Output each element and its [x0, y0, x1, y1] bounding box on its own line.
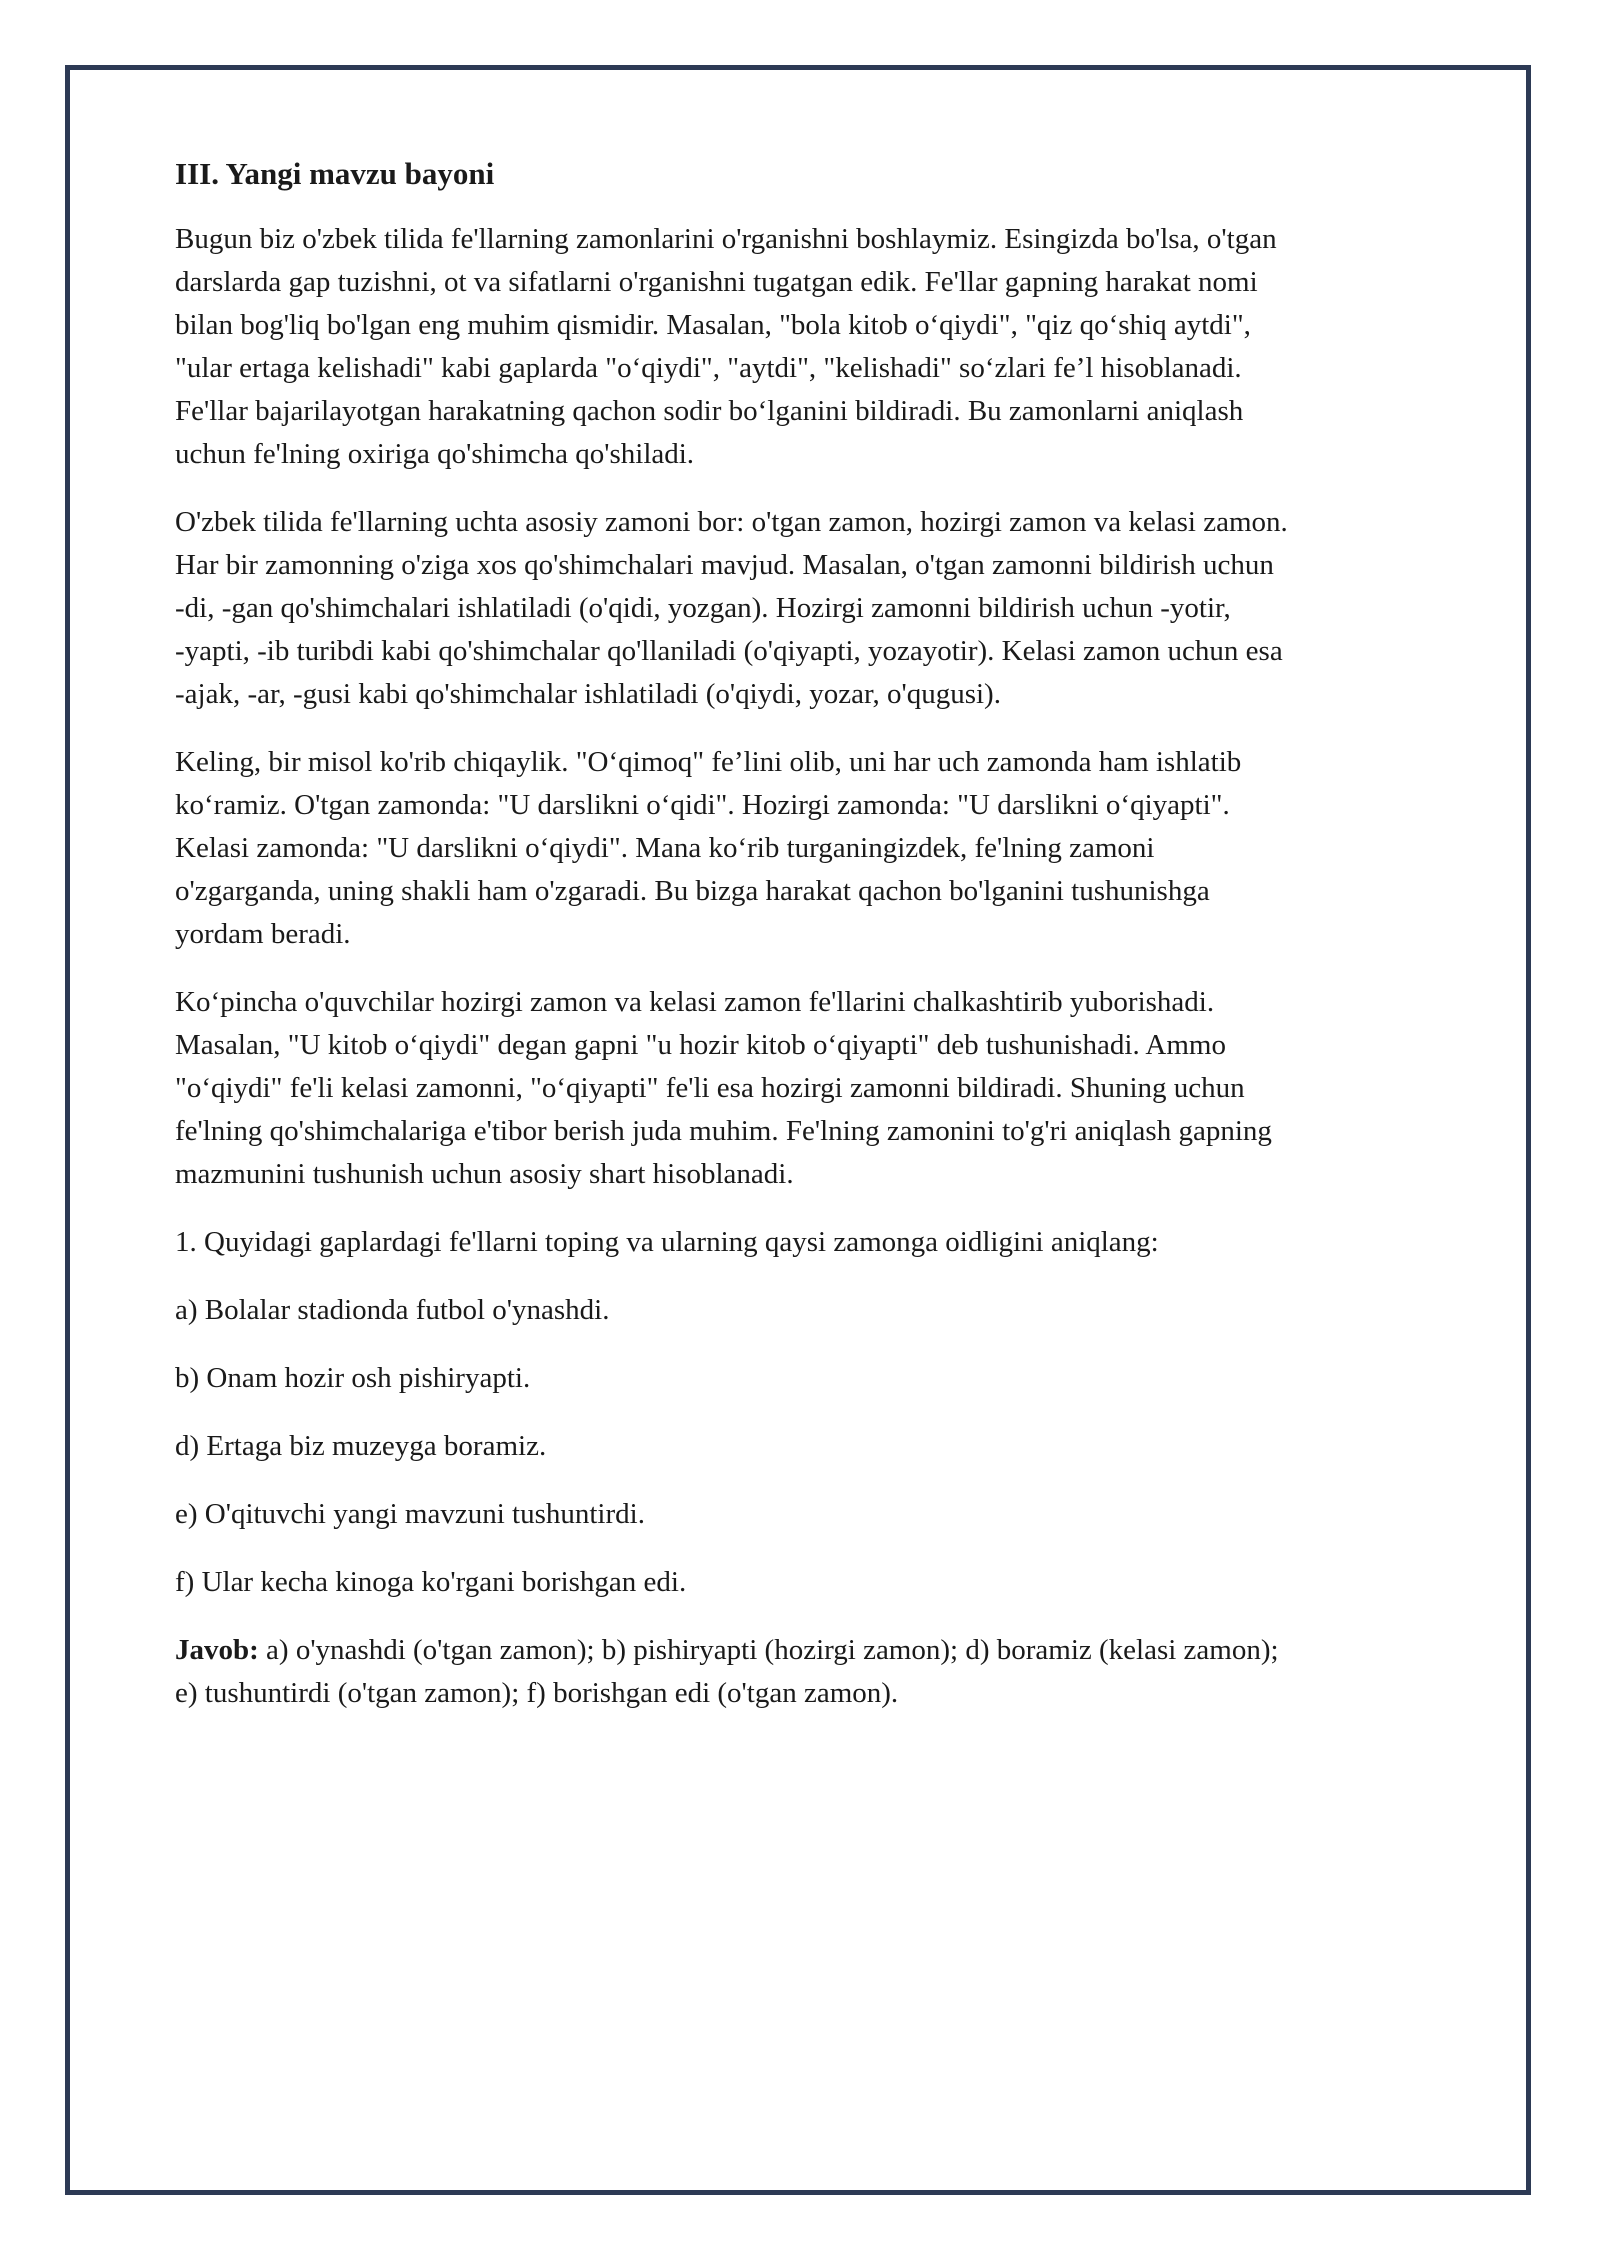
exercise-item-b: b) Onam hozir osh pishiryapti.: [175, 1362, 531, 1394]
paragraph-1: [175, 218, 1435, 476]
exercise-item-a: a) Bolalar stadionda futbol o'ynashdi.: [175, 1294, 610, 1326]
answer-block: [175, 1629, 1435, 1715]
text-line: Har bir zamonning o'ziga xos qo'shimchalari mavjud. Masalan, o'tgan zamonni bildirish uchun: [175, 549, 1274, 581]
text-line: o'zgarganda, uning shakli ham o'zgaradi. Bu bizga harakat qachon bo'lganini tushunishga: [175, 875, 1210, 907]
answer-text-2: e) tushuntirdi (o'tgan zamon); f) borishgan edi (o'tgan zamon).: [175, 1677, 899, 1709]
paragraph-4: [175, 981, 1435, 1196]
text-line: mazmunini tushunish uchun asosiy shart hisoblanadi.: [175, 1158, 794, 1190]
text-line: -yapti, -ib turibdi kabi qo'shimchalar qo'llaniladi (o'qiyapti, yozayotir). Kelasi zamon uchun esa: [175, 635, 1283, 667]
text-line: uchun fe'lning oxiriga qo'shimcha qo'shiladi.: [175, 438, 695, 470]
text-line: Masalan, "U kitob o‘qiydi" degan gapni "u hozir kitob o‘qiyapti" deb tushunishadi. Ammo: [175, 1029, 1226, 1061]
exercise-item-e: e) O'qituvchi yangi mavzuni tushuntirdi.: [175, 1498, 645, 1530]
text-line: Keling, bir misol ko'rib chiqaylik. "O‘qimoq" fe’lini olib, uni har uch zamonda ham ishlatib: [175, 746, 1242, 778]
text-line: -di, -gan qo'shimchalari ishlatiladi (o'qidi, yozgan). Hozirgi zamonni bildirish uchun -yotir,: [175, 592, 1231, 624]
text-line: Ko‘pincha o'quvchilar hozirgi zamon va kelasi zamon fe'llarini chalkashtirib yuborishadi.: [175, 986, 1215, 1018]
text-line: O'zbek tilida fe'llarning uchta asosiy zamoni bor: o'tgan zamon, hozirgi zamon va kelasi zamon.: [175, 506, 1288, 538]
text-line: ko‘ramiz. O'tgan zamonda: "U darslikni o‘qidi". Hozirgi zamonda: "U darslikni o‘qiyapti".: [175, 789, 1230, 821]
exercise-item-d: d) Ertaga biz muzeyga boramiz.: [175, 1430, 547, 1462]
text-line: "ular ertaga kelishadi" kabi gaplarda "o‘qiydi", "aytdi", "kelishadi" so‘zlari fe’l hisoblanadi.: [175, 352, 1242, 384]
text-line: Fe'llar bajarilayotgan harakatning qachon sodir bo‘lganini bildiradi. Bu zamonlarni aniqlash: [175, 395, 1244, 427]
document-body: [175, 152, 1435, 1740]
answer-text-1: a) o'ynashdi (o'tgan zamon); b) pishiryapti (hozirgi zamon); d) boramiz (kelasi zamon);: [258, 1634, 1279, 1666]
exercise-prompt: 1. Quyidagi gaplardagi fe'llarni toping va ularning qaysi zamonga oidligini aniqlang:: [175, 1226, 1159, 1258]
answer-label: Javob:: [175, 1634, 259, 1666]
text-line: yordam beradi.: [175, 918, 351, 950]
text-line: Bugun biz o'zbek tilida fe'llarning zamonlarini o'rganishni boshlaymiz. Esingizda bo'lsa, o'tgan: [175, 223, 1277, 255]
exercise-item-f: f) Ular kecha kinoga ko'rgani borishgan edi.: [175, 1566, 687, 1598]
text-line: bilan bog'liq bo'lgan eng muhim qismidir. Masalan, "bola kitob o‘qiydi", "qiz qo‘shiq aytdi",: [175, 309, 1251, 341]
text-line: fe'lning qo'shimchalariga e'tibor berish juda muhim. Fe'lning zamonini to'g'ri aniqlash gapning: [175, 1115, 1272, 1147]
text-line: darslarda gap tuzishni, ot va sifatlarni o'rganishni tugatgan edik. Fe'llar gapning harakat nomi: [175, 266, 1258, 298]
text-line: "o‘qiydi" fe'li kelasi zamonni, "o‘qiyapti" fe'li esa hozirgi zamonni bildiradi. Shuning uchun: [175, 1072, 1245, 1104]
text-line: -ajak, -ar, -gusi kabi qo'shimchalar ishlatiladi (o'qiydi, yozar, o'qugusi).: [175, 678, 1001, 710]
answer-line-1: [175, 1629, 1435, 1672]
paragraph-3: [175, 741, 1435, 956]
text-line: Kelasi zamonda: "U darslikni o‘qiydi". Mana ko‘rib turganingizdek, fe'lning zamoni: [175, 832, 1155, 864]
section-heading: III. Yangi mavzu bayoni: [175, 156, 495, 191]
paragraph-2: [175, 501, 1435, 716]
